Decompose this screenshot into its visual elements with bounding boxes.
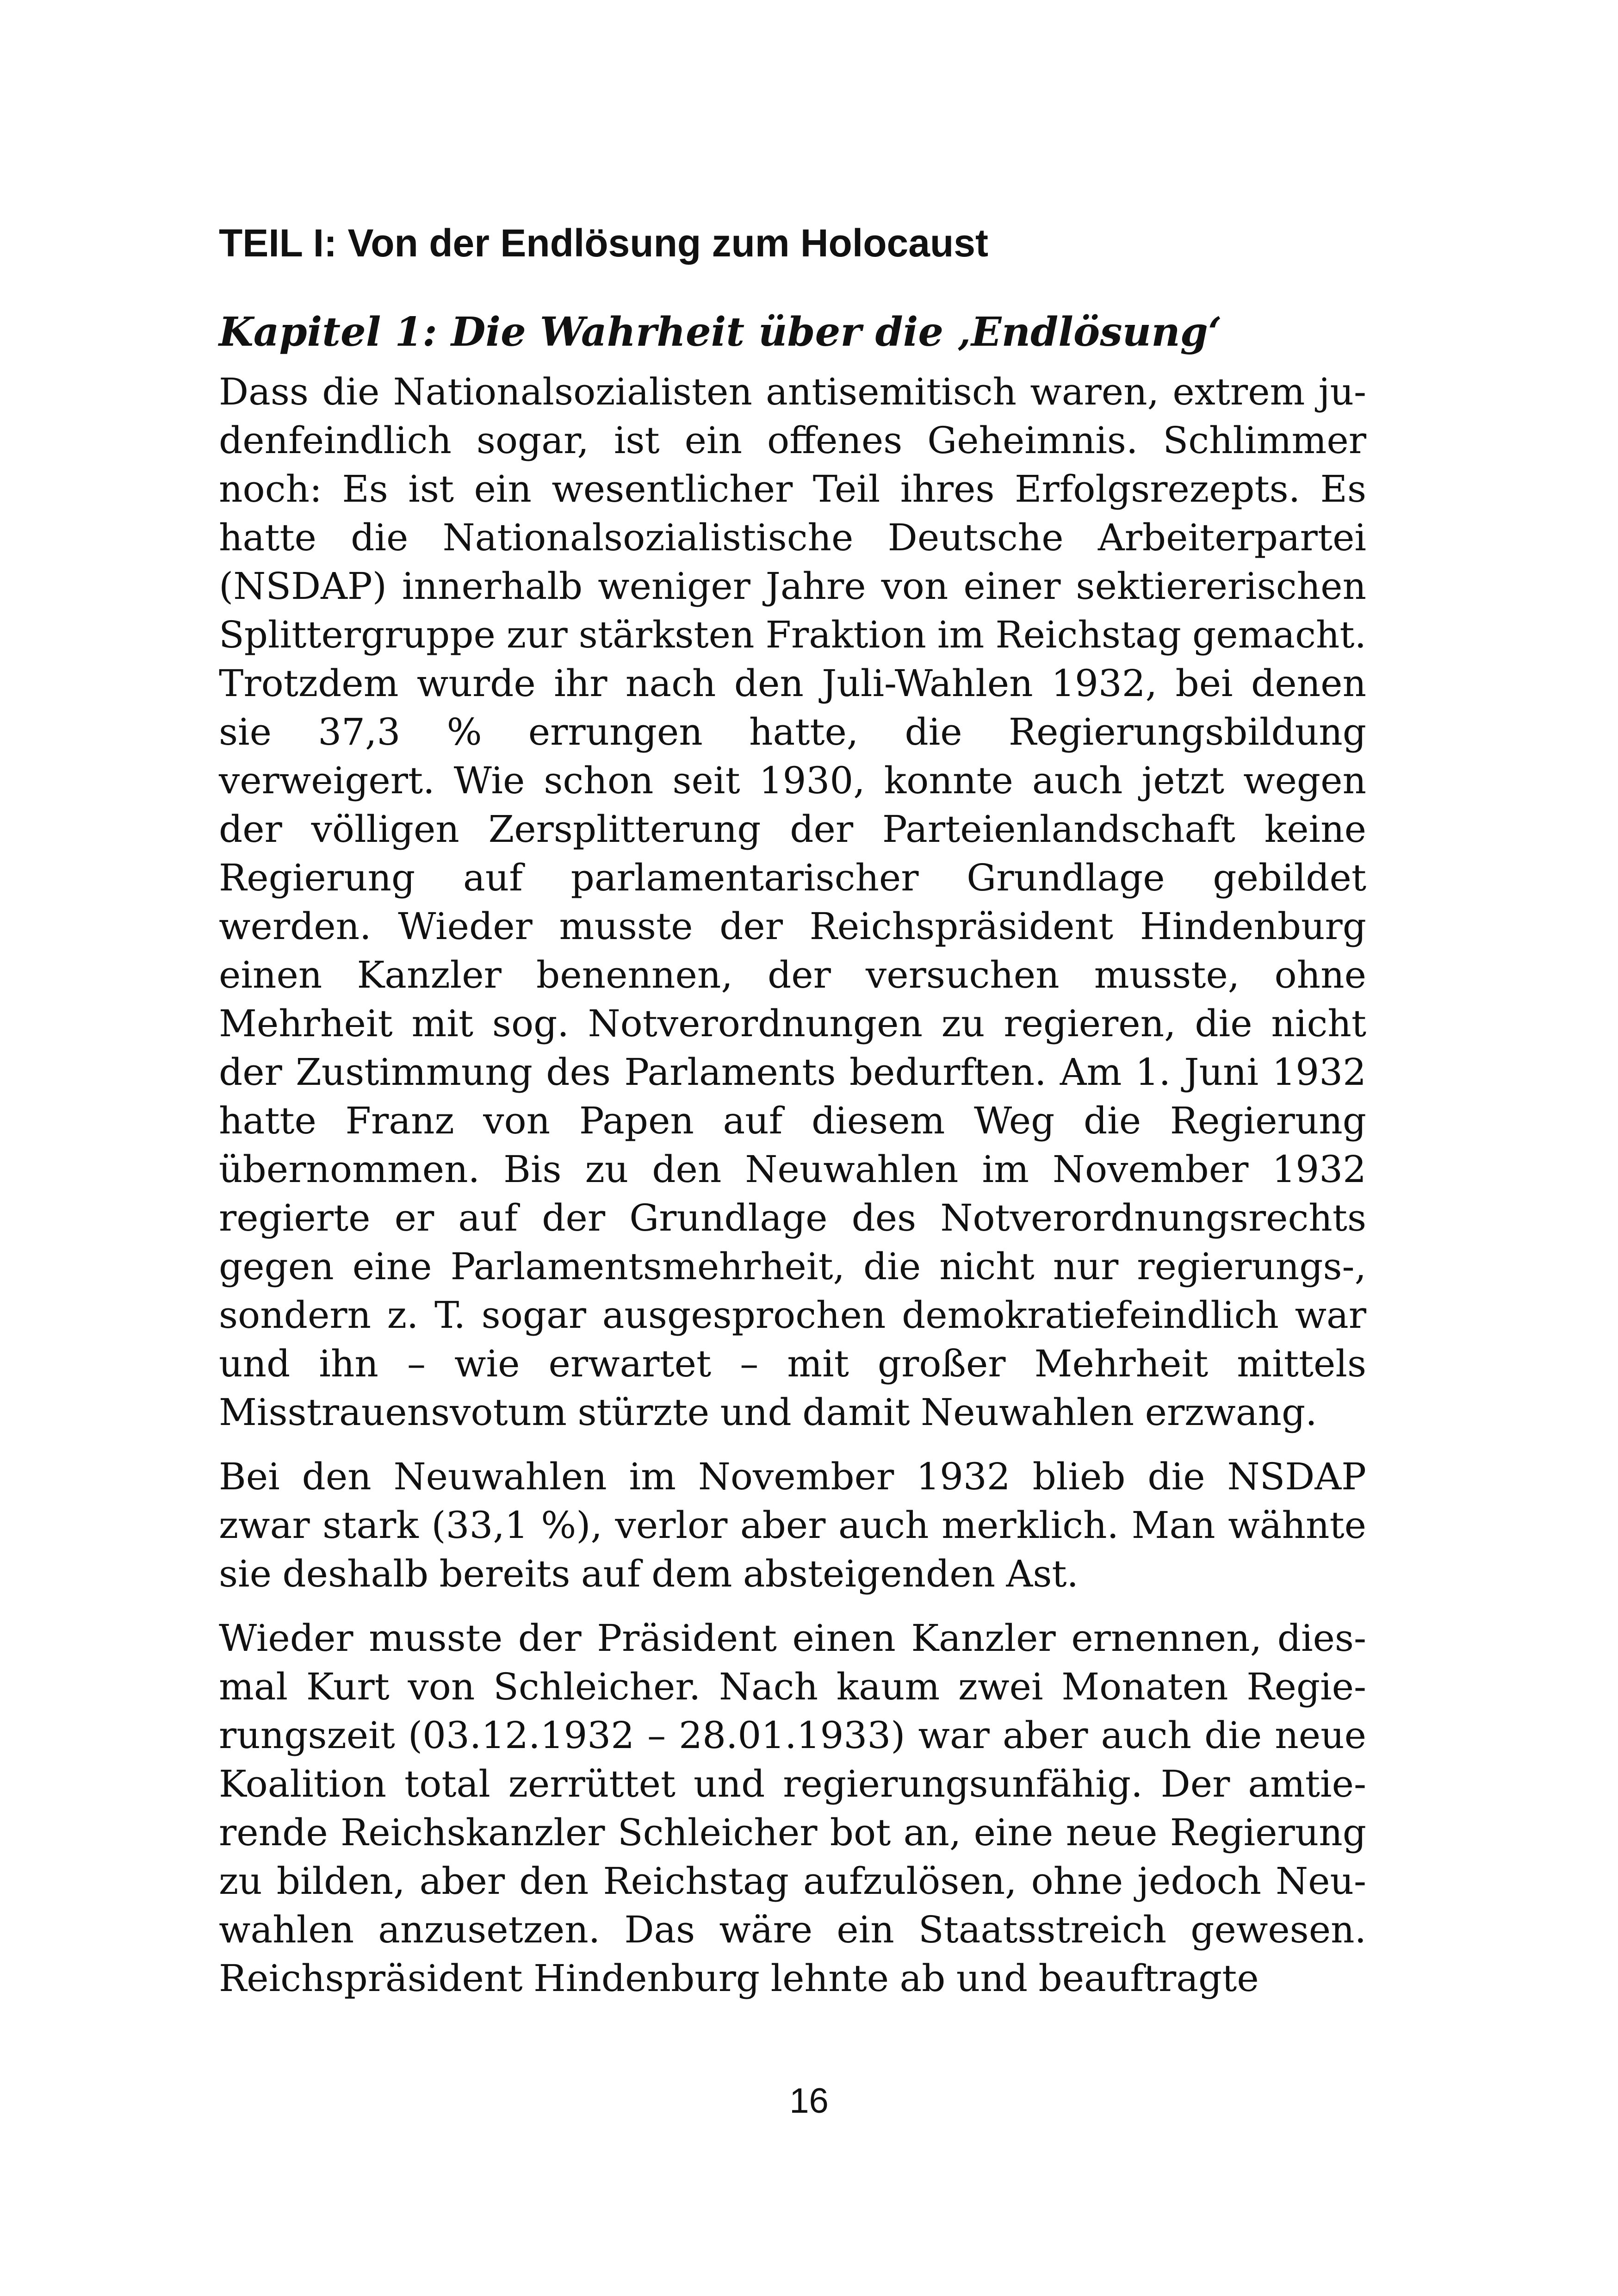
paragraph-3: Wieder musste der Präsident einen Kanzler ernennen, diesmal Kurt von Schleicher. Nach kaum zwei Monaten Regierungszeit (03.12.1932 – 28.01.1933) war aber auch die neue Koalition total zerrüttet und regierungsunfähig. Der amtierende Reichskanzler Schleicher bot an, eine neue Regierung zu bilden, aber den Reichstag aufzulösen, ohne jedoch Neuwahlen anzusetzen. Das wäre ein Staatsstreich gewesen. Reichspräsident Hindenburg lehnte ab und beauftragte xyxy=(219,1617,1366,2000)
page-content xyxy=(219,218,1366,2018)
paragraph-2: Bei den Neuwahlen im November 1932 blieb die NSDAP zwar stark (33,1 %), verlor aber auch merklich. Man wähnte sie deshalb bereits auf dem absteigenden Ast. xyxy=(219,1455,1366,1595)
part-title: TEIL I: Von der Endlösung zum Holocaust xyxy=(219,221,988,265)
paragraph-1: Dass die Nationalsozialisten antisemitisch waren, extrem judenfeindlich sogar, ist ein offenes Geheimnis. Schlimmer noch: Es ist ein wesentlicher Teil ihres Erfolgsrezepts. Es hatte die Nationalsozialistische Deutsche Arbeiterpartei (NSDAP) innerhalb weniger Jahre von einer sektiererischen Splittergruppe zur stärksten Fraktion im Reichstag gemacht. Trotzdem wurde ihr nach den Juli-Wahlen 1932, bei denen sie 37,3 % errungen hatte, die Regierungsbildung verweigert. Wie schon seit 1930, konnte auch jetzt wegen der völligen Zersplitterung der Parteienlandschaft keine Regierung auf parlamentarischer Grundlage gebildet werden. Wieder musste der Reichspräsident Hindenburg einen Kanzler benennen, der versuchen musste, ohne Mehrheit mit sog. Notverordnungen zu regieren, die nicht der Zustimmung des Parlaments bedurften. Am 1. Juni 1932 hatte Franz von Papen auf diesem Weg die Regierung übernommen. Bis zu den Neuwahlen im November 1932 regierte er auf der Grundlage des Notverordnungsrechts gegen eine Parlamentsmehrheit, die nicht nur regierungs-, sondern z. T. sogar ausgesprochen demokratiefeindlich war und ihn – wie erwartet – mit großer Mehrheit mittels Misstrauensvotum stürzte und damit Neuwahlen erzwang. xyxy=(219,370,1366,1434)
page-number: 16 xyxy=(789,2081,829,2121)
chapter-title: Kapitel 1: Die Wahrheit über die ‚Endlösung‘ xyxy=(219,309,1222,355)
